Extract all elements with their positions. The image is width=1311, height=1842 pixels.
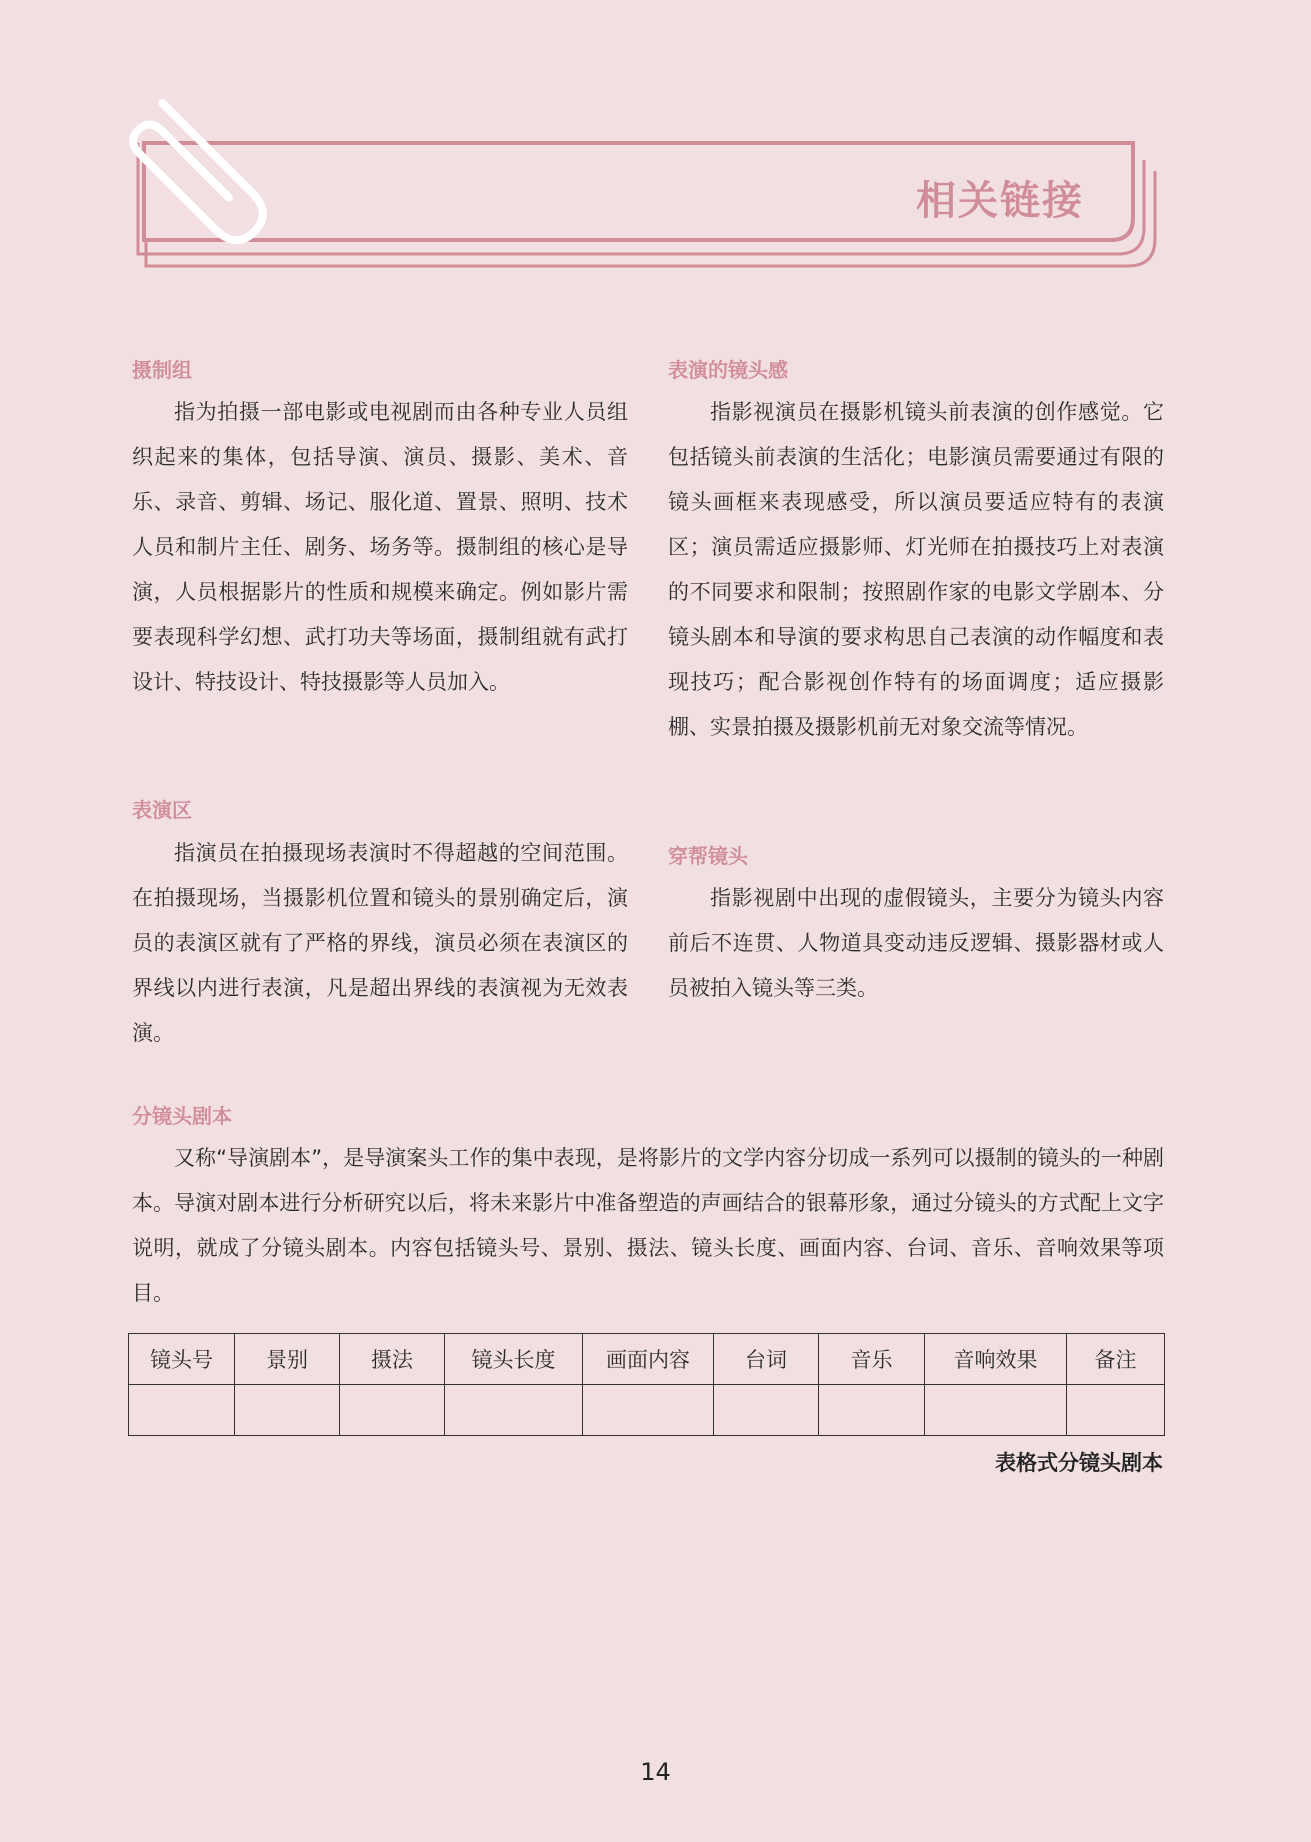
table-header-cell: 画面内容 [583, 1334, 714, 1385]
table-row [129, 1385, 1165, 1436]
section-banner [128, 88, 1168, 278]
paragraph-biaoyan-jingtougan: 指影视演员在摄影机镜头前表演的创作感觉。它包括镜头前表演的生活化；电影演员需要通过有限的镜头画框来表现感受，所以演员要适应特有的表演区；演员需适应摄影师、灯光师在拍摄技巧上对表演的不同要求和限制；按照剧作家的电影文学剧本、分镜头剧本和导演的要求构思自己表演的动作幅度和表现技巧；配合影视创作特有的场面调度；适应摄影棚、实景拍摄及摄影机前无对象交流等情况。 [668, 400, 1164, 739]
table-header-cell: 摄法 [340, 1334, 445, 1385]
table-header-cell: 景别 [235, 1334, 340, 1385]
paragraph-fenjingtou-juben: 又称“导演剧本”，是导演案头工作的集中表现，是将影片的文学内容分切成一系列可以摄制的镜头的一种剧本。导演对剧本进行分析研究以后，将未来影片中准备塑造的声画结合的银幕形象，通过分镜头的方式配上文字说明，就成了分镜头剧本。内容包括镜头号、景别、摄法、镜头长度、画面内容、台词、音乐、音响效果等项目。 [132, 1146, 1164, 1305]
table-header-row [129, 1334, 1165, 1385]
paragraph-chuanbang-jingtou: 指影视剧中出现的虚假镜头，主要分为镜头内容前后不连贯、人物道具变动违反逻辑、摄影器材或人员被拍入镜头等三类。 [668, 886, 1164, 1000]
page-number: 14 [640, 1758, 671, 1786]
table-cell [1067, 1385, 1165, 1436]
heading-chuanbang-jingtou: 穿帮镜头 [668, 844, 748, 868]
paragraph-biaoyanqu: 指演员在拍摄现场表演时不得超越的空间范围。在拍摄现场，当摄影机位置和镜头的景别确定后，演员的表演区就有了严格的界线，演员必须在表演区的界线以内进行表演，凡是超出界线的表演视为无效表演。 [132, 841, 628, 1045]
table-header-cell: 音响效果 [925, 1334, 1067, 1385]
table-caption: 表格式分镜头剧本 [995, 1451, 1163, 1475]
storyboard-table [128, 1333, 1165, 1436]
table-header-cell: 镜头号 [129, 1334, 235, 1385]
table-header-cell: 镜头长度 [445, 1334, 583, 1385]
heading-biaoyanqu: 表演区 [132, 798, 192, 822]
table-header-cell: 音乐 [819, 1334, 925, 1385]
table-cell [129, 1385, 235, 1436]
table-cell [925, 1385, 1067, 1436]
table-cell [819, 1385, 925, 1436]
table-cell [583, 1385, 714, 1436]
table-header-cell: 备注 [1067, 1334, 1165, 1385]
table-header-cell: 台词 [714, 1334, 819, 1385]
table-cell [714, 1385, 819, 1436]
banner-title: 相关链接 [916, 178, 1084, 224]
paragraph-shezhizu: 指为拍摄一部电影或电视剧而由各种专业人员组织起来的集体，包括导演、演员、摄影、美术、音乐、录音、剪辑、场记、服化道、置景、照明、技术人员和制片主任、剧务、场务等。摄制组的核心是导演，人员根据影片的性质和规模来确定。例如影片需要表现科学幻想、武打功夫等场面，摄制组就有武打设计、特技设计、特技摄影等人员加入。 [132, 400, 628, 694]
heading-fenjingtou-juben: 分镜头剧本 [132, 1104, 232, 1128]
table-cell [235, 1385, 340, 1436]
table-cell [340, 1385, 445, 1436]
table-cell [445, 1385, 583, 1436]
heading-biaoyan-jingtougan: 表演的镜头感 [668, 358, 788, 382]
heading-shezhizu: 摄制组 [132, 358, 192, 382]
